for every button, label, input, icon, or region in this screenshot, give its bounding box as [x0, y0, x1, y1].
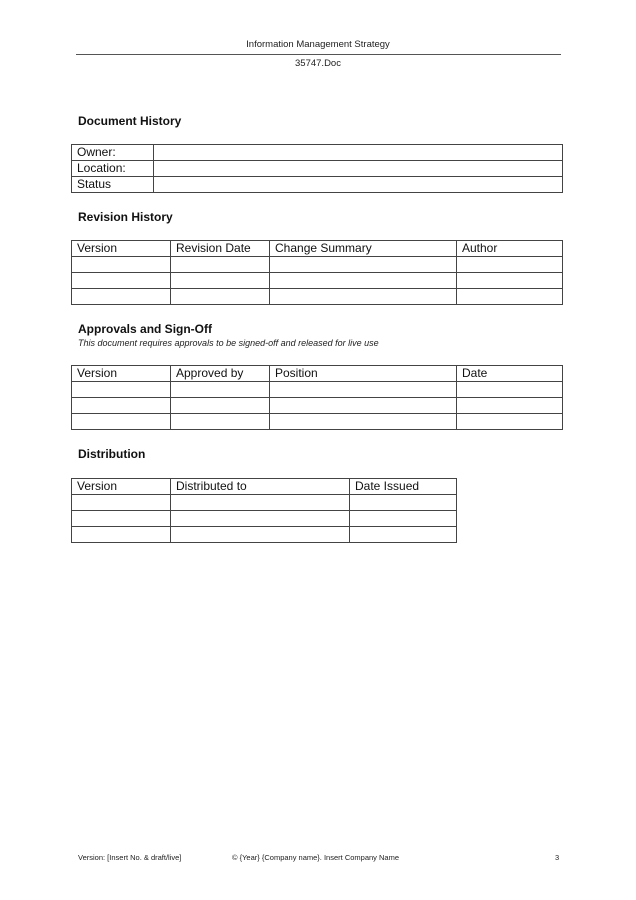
table-cell[interactable] [72, 257, 171, 273]
distribution-heading: Distribution [78, 447, 146, 461]
table-cell[interactable] [171, 495, 350, 511]
status-label: Status [72, 177, 154, 193]
table-cell[interactable] [270, 382, 457, 398]
distribution-table [71, 478, 457, 543]
column-header: Version [72, 241, 171, 257]
table-cell[interactable] [457, 382, 563, 398]
table-cell[interactable] [457, 289, 563, 305]
table-cell[interactable] [72, 398, 171, 414]
owner-value[interactable] [154, 145, 563, 161]
table-cell[interactable] [171, 398, 270, 414]
table-cell[interactable] [72, 289, 171, 305]
column-header: Change Summary [270, 241, 457, 257]
table-cell[interactable] [72, 382, 171, 398]
status-value[interactable] [154, 177, 563, 193]
column-header: Date [457, 366, 563, 382]
table-cell[interactable] [171, 382, 270, 398]
table-cell[interactable] [457, 257, 563, 273]
table-cell[interactable] [171, 527, 350, 543]
column-header: Version [72, 479, 171, 495]
table-cell[interactable] [350, 495, 457, 511]
approvals-table [71, 365, 563, 430]
table-row [72, 273, 563, 289]
table-header-row [72, 241, 563, 257]
table-row [72, 414, 563, 430]
table-row [72, 177, 563, 193]
table-row [72, 511, 457, 527]
column-header: Approved by [171, 366, 270, 382]
table-row [72, 495, 457, 511]
column-header: Author [457, 241, 563, 257]
table-row [72, 382, 563, 398]
table-cell[interactable] [270, 257, 457, 273]
table-cell[interactable] [350, 527, 457, 543]
page-number: 3 [555, 853, 560, 862]
table-header-row [72, 479, 457, 495]
location-value[interactable] [154, 161, 563, 177]
table-cell[interactable] [171, 257, 270, 273]
approvals-note: This document requires approvals to be signed-off and released for live use [78, 338, 379, 348]
table-cell[interactable] [350, 511, 457, 527]
table-cell[interactable] [171, 511, 350, 527]
table-cell[interactable] [457, 398, 563, 414]
column-header: Revision Date [171, 241, 270, 257]
table-cell[interactable] [270, 273, 457, 289]
table-row [72, 161, 563, 177]
footer-version: Version: [Insert No. & draft/live] [78, 853, 182, 862]
table-row [72, 257, 563, 273]
approvals-heading: Approvals and Sign-Off [78, 322, 213, 336]
revision-history-heading: Revision History [78, 210, 173, 224]
revision-history-table [71, 240, 563, 305]
document-history-heading: Document History [78, 114, 182, 128]
header-divider [76, 54, 561, 55]
table-cell[interactable] [171, 289, 270, 305]
column-header: Date Issued [350, 479, 457, 495]
table-row [72, 145, 563, 161]
table-cell[interactable] [72, 495, 171, 511]
table-cell[interactable] [72, 527, 171, 543]
table-cell[interactable] [72, 414, 171, 430]
table-cell[interactable] [72, 273, 171, 289]
table-cell[interactable] [72, 511, 171, 527]
owner-label: Owner: [72, 145, 154, 161]
table-cell[interactable] [457, 273, 563, 289]
table-row [72, 398, 563, 414]
document-history-table [71, 144, 563, 193]
table-cell[interactable] [171, 414, 270, 430]
column-header: Distributed to [171, 479, 350, 495]
location-label: Location: [72, 161, 154, 177]
header-doc-ref: 35747.Doc [295, 58, 341, 69]
table-cell[interactable] [270, 398, 457, 414]
table-cell[interactable] [457, 414, 563, 430]
table-cell[interactable] [270, 289, 457, 305]
table-header-row [72, 366, 563, 382]
table-row [72, 527, 457, 543]
column-header: Position [270, 366, 457, 382]
table-row [72, 289, 563, 305]
table-cell[interactable] [270, 414, 457, 430]
footer-copyright: © {Year} {Company name}. Insert Company Name [232, 853, 400, 862]
header-title: Information Management Strategy [246, 39, 390, 50]
column-header: Version [72, 366, 171, 382]
table-cell[interactable] [171, 273, 270, 289]
